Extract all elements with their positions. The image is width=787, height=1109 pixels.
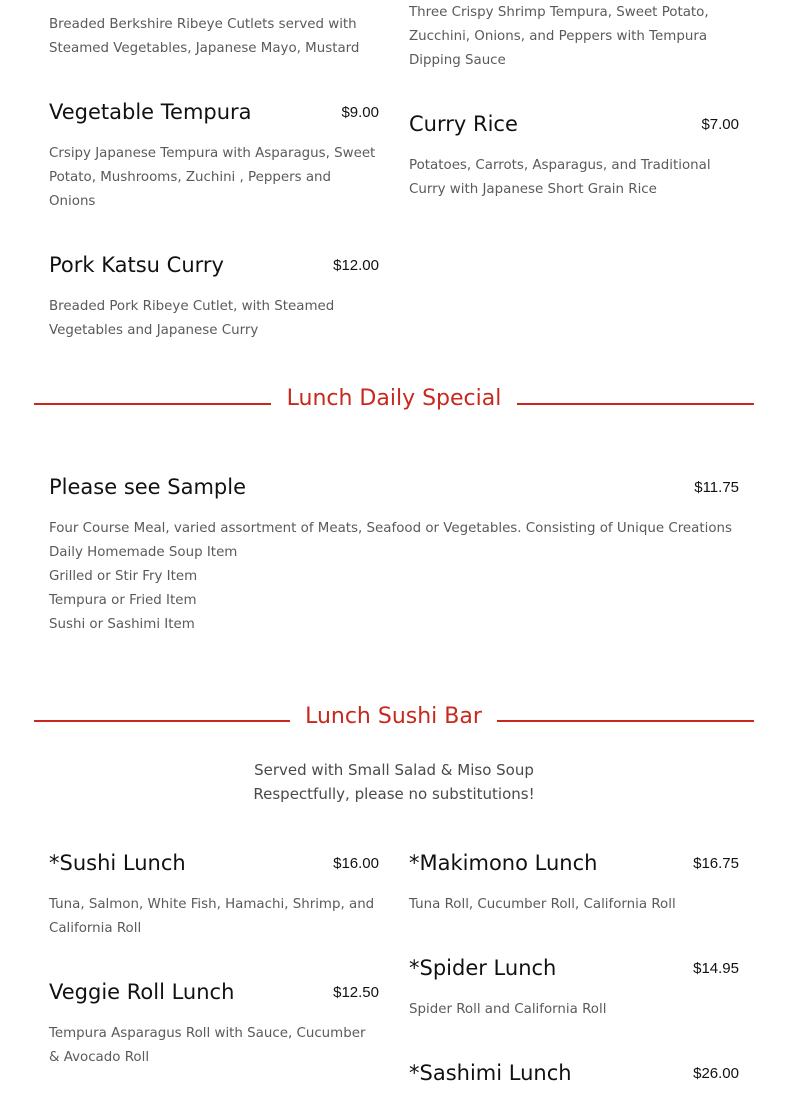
menu-item-name: *Spider Lunch: [409, 956, 557, 980]
menu-item-price: $16.75: [693, 855, 739, 872]
description-line: Sushi or Sashimi Item: [49, 617, 195, 632]
menu-item-name: *Makimono Lunch: [409, 851, 598, 875]
menu-item-name: *Sashimi Lunch: [409, 1061, 572, 1085]
description-line: Tempura or Fried Item: [49, 593, 197, 608]
section-note: [34, 758, 754, 806]
description-line: Four Course Meal, varied assortment of Meats, Seafood or Vegetables. Consisting of Unique Creations: [49, 521, 732, 536]
menu-item-description: Tempura Asparagus Roll with Sauce, Cucumber & Avocado Roll: [49, 1026, 366, 1065]
menu-item-description: Potatoes, Carrots, Asparagus, and Traditional Curry with Japanese Short Grain Rice: [409, 158, 711, 197]
section-divider-right: [497, 720, 754, 722]
menu-item-description: Tuna Roll, Cucumber Roll, California Roll: [409, 897, 676, 912]
section-title-sushi-bar: Lunch Sushi Bar: [305, 704, 482, 729]
description-line: Grilled or Stir Fry Item: [49, 569, 198, 584]
menu-item-description: Tuna, Salmon, White Fish, Hamachi, Shrimp, and California Roll: [49, 897, 375, 936]
section-note-line: Served with Small Salad & Miso Soup: [254, 761, 534, 779]
menu-item-price: $11.75: [694, 479, 739, 496]
menu-item-description: [49, 517, 739, 637]
menu-item-description: Spider Roll and California Roll: [409, 1002, 607, 1017]
menu-item-price: $26.00: [693, 1065, 739, 1082]
section-divider-right: [517, 403, 754, 405]
section-divider-left: [34, 403, 271, 405]
description-line: Daily Homemade Soup Item: [49, 545, 238, 560]
menu-item-description: Crsipy Japanese Tempura with Asparagus, Sweet Potato, Mushrooms, Zuchini , Peppers and Onions: [49, 146, 376, 209]
menu-item-name: Curry Rice: [409, 112, 518, 136]
menu-item-description: Breaded Berkshire Ribeye Cutlets served with Steamed Vegetables, Japanese Mayo, Mustard: [49, 17, 360, 56]
section-note-line: Respectfully, please no substitutions!: [253, 785, 535, 803]
menu-item-price: $14.95: [693, 960, 739, 977]
menu-item-name: Pork Katsu Curry: [49, 253, 224, 277]
section-title-daily-special: Lunch Daily Special: [286, 386, 502, 411]
menu-item-description: Breaded Pork Ribeye Cutlet, with Steamed Vegetables and Japanese Curry: [49, 299, 335, 338]
menu-item-price: $16.00: [333, 855, 379, 872]
menu-item-name: Vegetable Tempura: [49, 100, 252, 124]
menu-item-description: Three Crispy Shrimp Tempura, Sweet Potato, Zucchini, Onions, and Peppers with Tempura Dipping Sauce: [409, 5, 709, 68]
section-divider-left: [34, 720, 290, 722]
menu-item-name: *Sushi Lunch: [49, 851, 186, 875]
menu-item-price: $9.00: [341, 104, 379, 121]
menu-item-name: Please see Sample: [49, 475, 247, 499]
menu-item-price: $12.00: [333, 257, 379, 274]
menu-item-price: $12.50: [333, 984, 379, 1001]
menu-item-name: Veggie Roll Lunch: [49, 980, 235, 1004]
menu-item-price: $7.00: [701, 116, 739, 133]
